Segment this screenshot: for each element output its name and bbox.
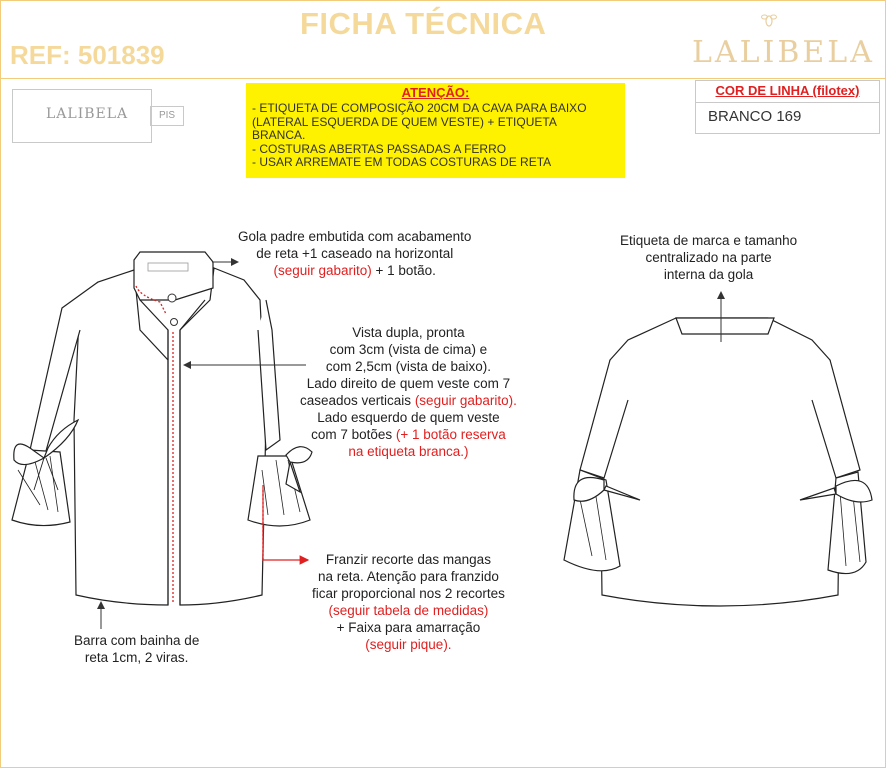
note-line: + Faixa para amarração <box>336 620 481 635</box>
note-red-text: (seguir gabarito) <box>273 263 372 278</box>
note-line: Gola padre embutida com acabamento <box>238 229 472 244</box>
note-line: centralizado na parte <box>645 250 772 265</box>
brand-label-text: LALIBELA <box>46 106 129 122</box>
note-line: Franzir recorte das mangas <box>325 552 491 567</box>
note-line: (seguir pique). <box>365 637 452 652</box>
note-line: Vista dupla, pronta <box>352 325 465 340</box>
collar-note <box>238 228 471 279</box>
note-text: + 1 botão. <box>371 263 436 278</box>
page-title: FICHA TÉCNICA <box>300 6 547 41</box>
note-line: na etiqueta branca.) <box>348 444 469 459</box>
reference-number: REF: 501839 <box>10 40 165 70</box>
attention-line: BRANCA. <box>252 128 306 142</box>
note-line: Barra com bainha de <box>74 633 200 648</box>
thread-title: COR DE LINHA (filotex) <box>715 83 860 98</box>
attention-line: - ETIQUETA DE COMPOSIÇÃO 20CM DA CAVA PARA BAIXO <box>252 101 587 115</box>
brand-logo: LALIBELA <box>692 35 875 70</box>
label-note <box>620 232 797 283</box>
attention-line: - COSTURAS ABERTAS PASSADAS A FERRO <box>252 141 507 156</box>
note-line: com 3cm (vista de cima) e <box>329 342 488 357</box>
note-line: com 2,5cm (vista de baixo). <box>325 359 491 374</box>
note-line <box>300 426 517 443</box>
note-line <box>238 262 471 279</box>
note-line: Lado direito de quem veste com 7 <box>306 376 511 391</box>
placket-note <box>300 324 517 460</box>
pis-tag: PIS <box>150 106 184 126</box>
hem-note <box>74 632 199 666</box>
note-line: Etiqueta de marca e tamanho <box>620 233 798 248</box>
note-line: ficar proporcional nos 2 recortes <box>312 586 505 601</box>
note-red-text: (seguir gabarito). <box>414 393 517 408</box>
note-text: caseados verticais <box>300 393 415 408</box>
note-line: (seguir tabela de medidas) <box>328 603 489 618</box>
note-line: Lado esquerdo de quem veste <box>317 410 500 425</box>
attention-title: ATENÇÃO: <box>401 85 470 100</box>
attention-line: - USAR ARREMATE EM TODAS COSTURAS DE RETA <box>252 155 552 169</box>
note-line: reta 1cm, 2 viras. <box>84 650 189 665</box>
note-line <box>300 392 517 409</box>
note-line: na reta. Atenção para franzido <box>317 569 499 584</box>
sleeve-note <box>312 551 505 653</box>
note-line: de reta +1 caseado na horizontal <box>256 246 454 261</box>
note-text: com 7 botões <box>311 427 396 442</box>
thread-value: BRANCO 169 <box>708 108 802 125</box>
back-shirt-drawing <box>564 318 872 606</box>
buttons <box>168 294 178 326</box>
attention-line: (LATERAL ESQUERDA DE QUEM VESTE) + ETIQUETA <box>252 114 557 129</box>
note-line: interna da gola <box>663 267 754 282</box>
note-red-text: (+ 1 botão reserva <box>395 427 506 442</box>
